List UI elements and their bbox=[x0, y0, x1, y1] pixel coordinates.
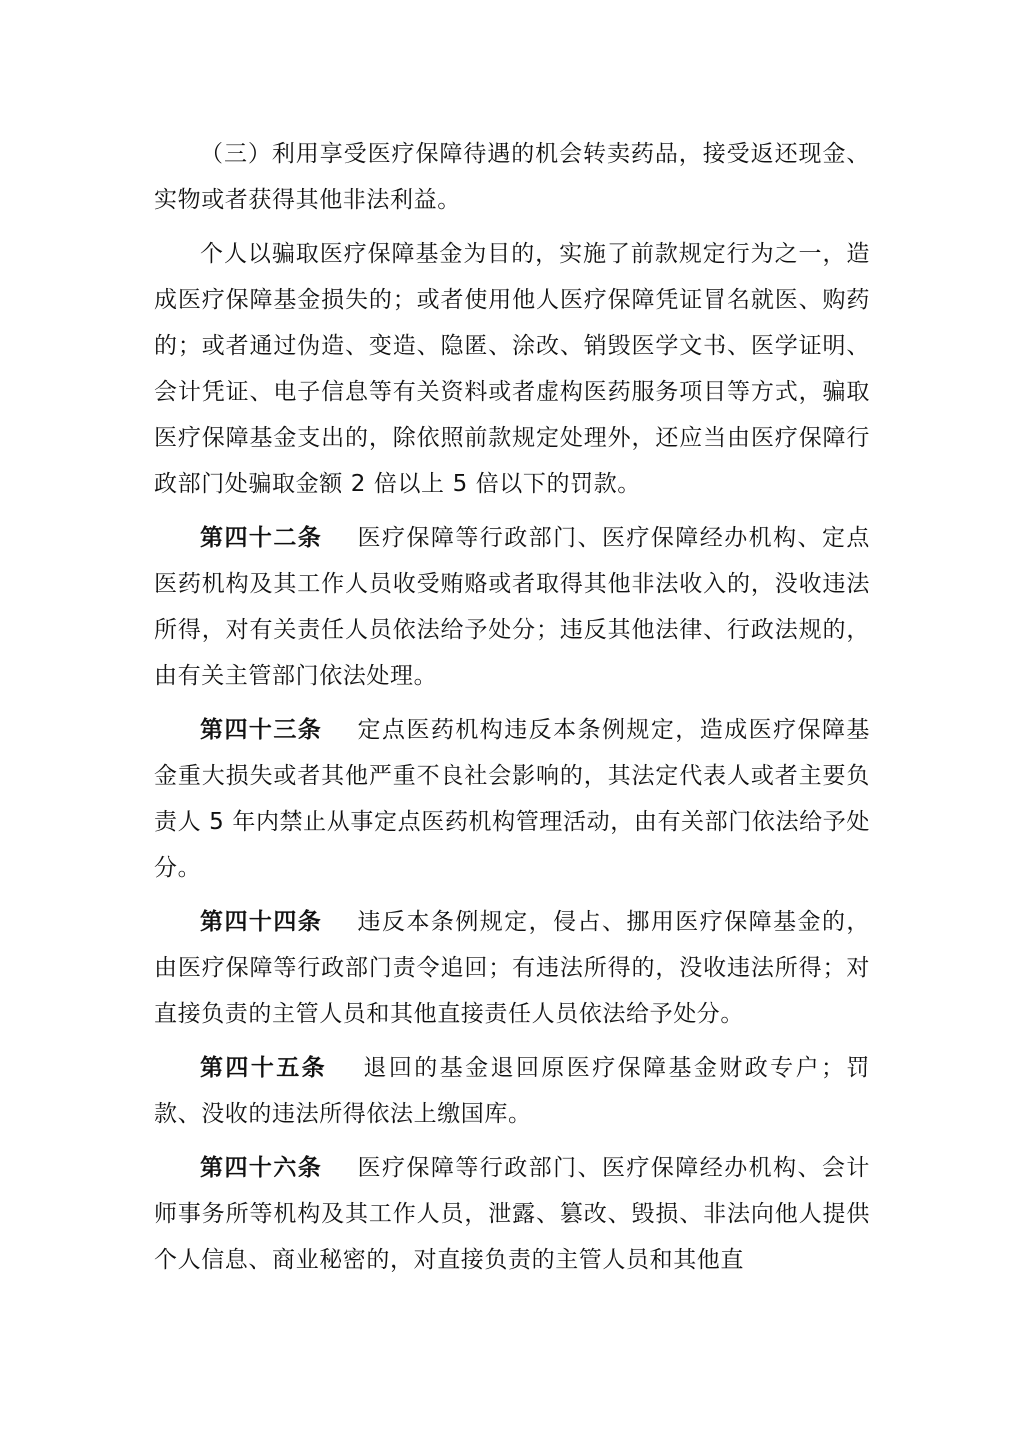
article-number: 第四十六条 bbox=[200, 1155, 323, 1181]
article-45 bbox=[154, 1045, 870, 1137]
paragraph-text: 个人以骗取医疗保障基金为目的，实施了前款规定行为之一，造成医疗保障基金损失的；或者使用他人医疗保障凭证冒名就医、购药的；或者通过伪造、变造、隐匿、涂改、销毁医学文书、医学证明、会计凭证、电子信息等有关资料或者虚构医药服务项目等方式，骗取医疗保障基金支出的，除依照前款规定处理外，还应当由医疗保障行政部门处骗取金额 2 倍以上 5 倍以下的罚款。 bbox=[154, 241, 870, 497]
article-text: 医疗保障等行政部门、医疗保障经办机构、会计师事务所等机构及其工作人员，泄露、篡改、毁损、非法向他人提供个人信息、商业秘密的，对直接负责的主管人员和其他直 bbox=[154, 1155, 870, 1273]
article-44 bbox=[154, 899, 870, 1037]
article-number: 第四十二条 bbox=[200, 525, 323, 551]
paragraph-fraud-penalty bbox=[154, 231, 870, 507]
paragraph-item-3 bbox=[154, 131, 870, 223]
article-number: 第四十五条 bbox=[200, 1055, 328, 1081]
article-number: 第四十三条 bbox=[200, 717, 323, 743]
article-number: 第四十四条 bbox=[200, 909, 323, 935]
article-text: 退回的基金退回原医疗保障基金财政专户；罚款、没收的违法所得依法上缴国库。 bbox=[154, 1055, 871, 1127]
article-46 bbox=[154, 1145, 870, 1283]
article-42 bbox=[154, 515, 870, 699]
article-text: 定点医药机构违反本条例规定，造成医疗保障基金重大损失或者其他严重不良社会影响的，其法定代表人或者主要负责人 5 年内禁止从事定点医药机构管理活动，由有关部门依法给予处分。 bbox=[154, 717, 870, 881]
article-43 bbox=[154, 707, 870, 891]
document-body bbox=[154, 131, 870, 1291]
article-text: 违反本条例规定，侵占、挪用医疗保障基金的，由医疗保障等行政部门责令追回；有违法所得的，没收违法所得；对直接负责的主管人员和其他直接责任人员依法给予处分。 bbox=[154, 909, 870, 1027]
paragraph-text: （三）利用享受医疗保障待遇的机会转卖药品，接受返还现金、实物或者获得其他非法利益。 bbox=[154, 141, 870, 213]
article-text: 医疗保障等行政部门、医疗保障经办机构、定点医药机构及其工作人员收受贿赂或者取得其他非法收入的，没收违法所得，对有关责任人员依法给予处分；违反其他法律、行政法规的，由有关主管部门依法处理。 bbox=[154, 525, 870, 689]
